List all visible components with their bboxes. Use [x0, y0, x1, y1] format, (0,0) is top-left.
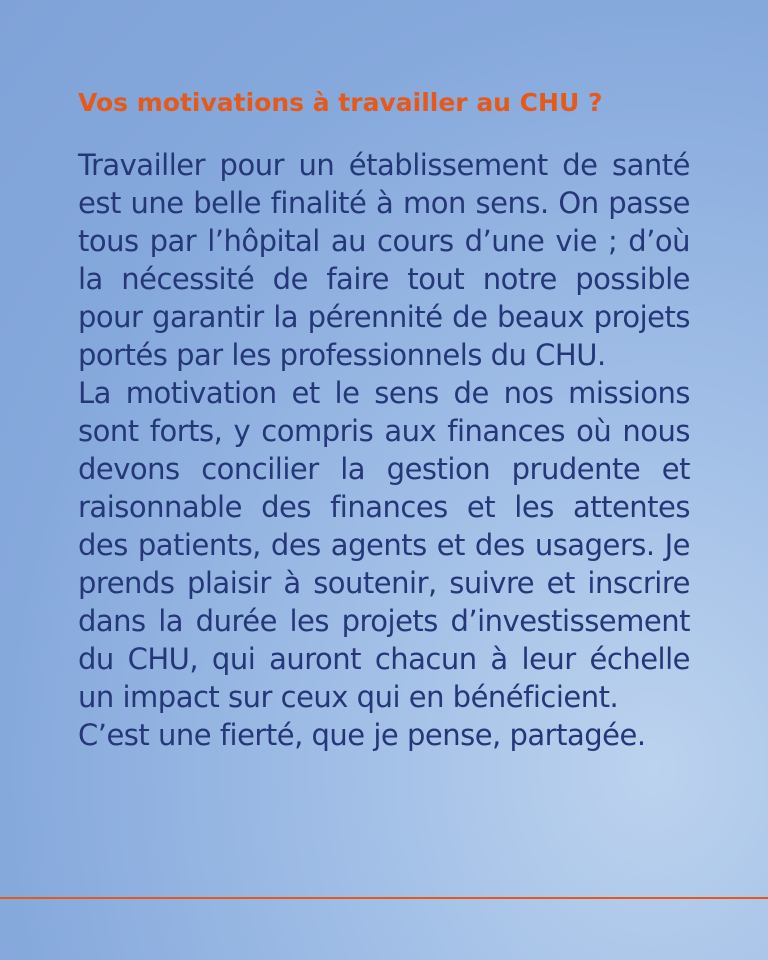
article [78, 86, 690, 754]
paragraph-3: C’est une fierté, que je pense, partagée. [78, 718, 646, 752]
bottom-divider [0, 897, 768, 899]
page-title: Vos motivations à travailler au CHU ? [78, 88, 603, 117]
paragraph-2: La motivation et le sens de nos missions sont forts, y compris aux finances où nous devons concilier la gestion prudente et raisonnable des finances et les attentes des patients, des agents et des usagers. Je prends plaisir à soutenir, suivre et inscrire dans la durée les projets d’investissement du CHU, qui auront chacun à leur échelle un impact sur ceux qui en bénéficient. [78, 376, 690, 714]
paragraph-1: Travailler pour un établissement de santé est une belle finalité à mon sens. On passe tous par l’hôpital au cours d’une vie ; d’où la nécessité de faire tout notre possible pour garantir la pérennité de beaux projets portés par les professionnels du CHU. [78, 148, 690, 372]
body-text [78, 146, 690, 754]
